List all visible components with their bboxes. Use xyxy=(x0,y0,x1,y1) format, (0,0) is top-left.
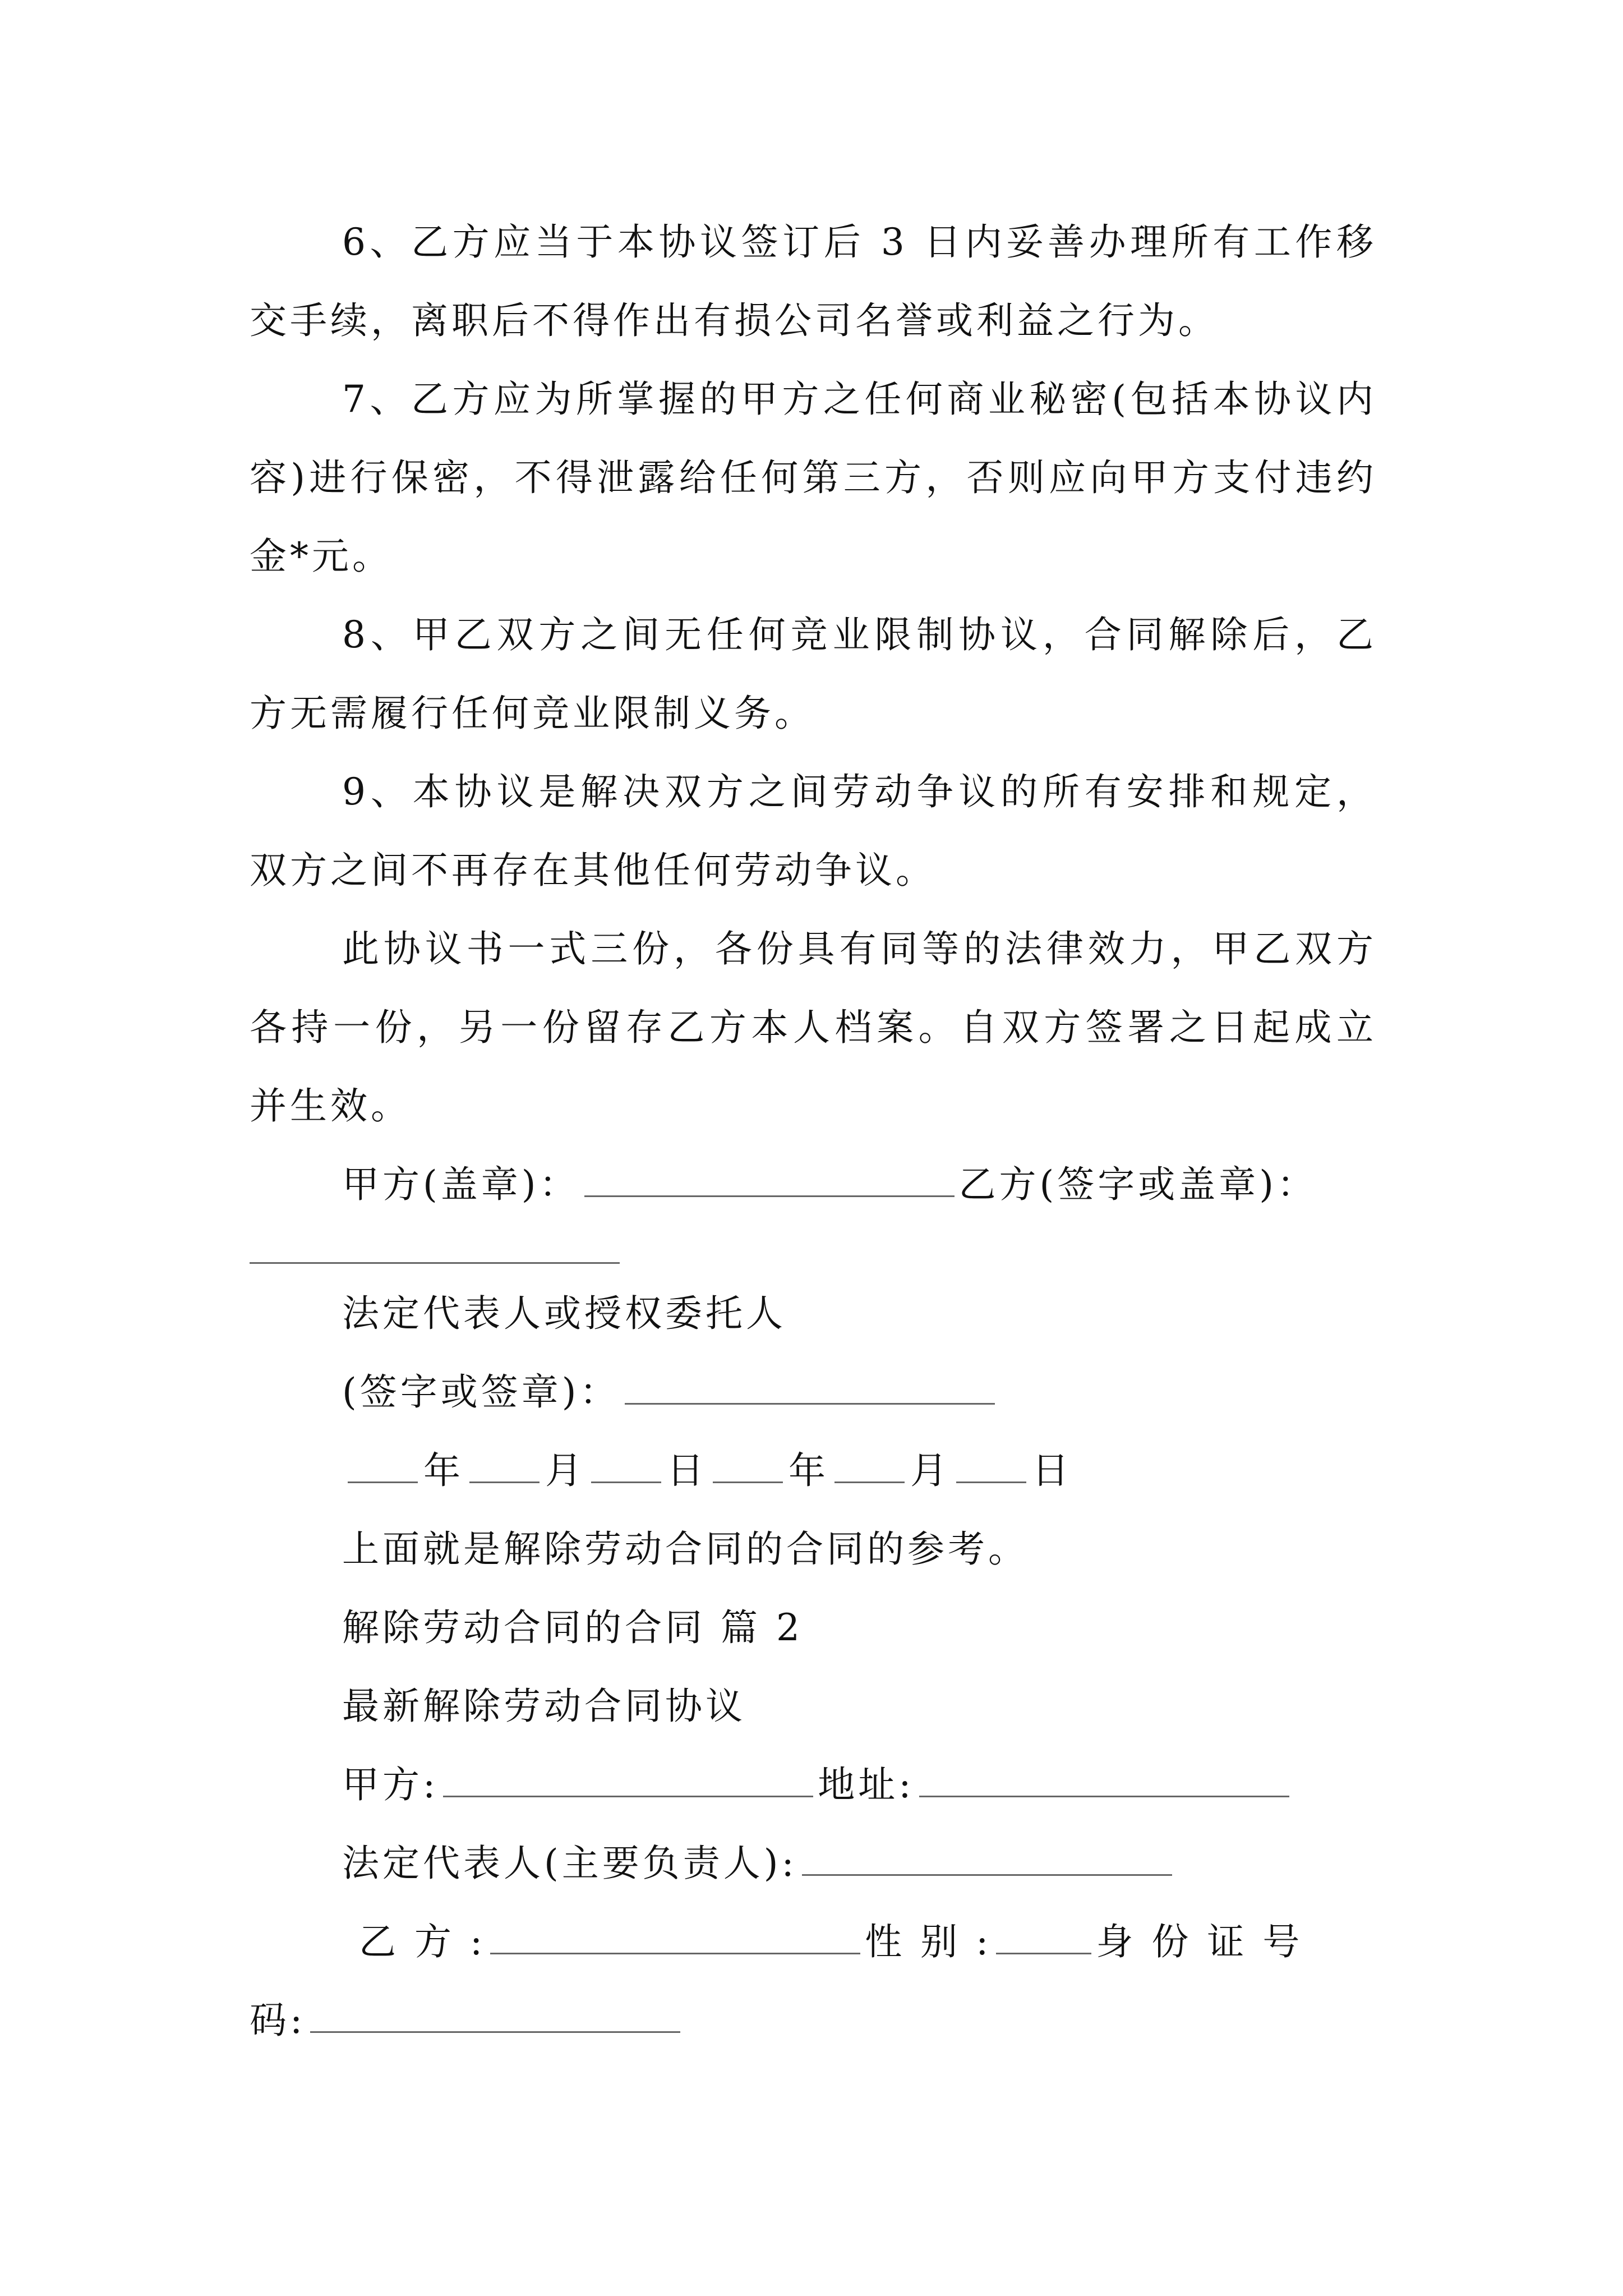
day-blank-a xyxy=(591,1481,661,1483)
legal-rep-blank xyxy=(802,1874,1172,1876)
rep-sign-blank xyxy=(625,1403,995,1405)
month-label-a: 月 xyxy=(545,1449,585,1492)
day-label-a: 日 xyxy=(667,1449,707,1492)
signature-row xyxy=(342,1145,1317,1224)
month-blank-a xyxy=(469,1481,540,1483)
date-row xyxy=(342,1432,1072,1510)
year-label-b: 年 xyxy=(789,1449,829,1492)
rep-sign-label: (签字或签章)： xyxy=(342,1370,620,1414)
address-label: 地址: xyxy=(818,1763,915,1806)
id-suffix-label: 码: xyxy=(250,1999,306,2042)
gender-blank xyxy=(996,1953,1091,1954)
clause-9: 9、本协议是解决双方之间劳动争议的所有安排和规定，双方之间不再存在其他任何劳动争议。 xyxy=(250,770,1377,892)
party-b-label: 乙 方 : xyxy=(359,1920,486,1963)
section-title: 解除劳动合同的合同 篇 2 xyxy=(342,1606,803,1649)
year-label-a: 年 xyxy=(423,1449,464,1492)
month-label-b: 月 xyxy=(910,1449,951,1492)
legal-rep-label: 法定代表人(主要负责人): xyxy=(342,1842,797,1885)
party-b-blank xyxy=(490,1953,860,1954)
party-a-address-row xyxy=(342,1746,1294,1824)
id-label: 身 份 证 号 xyxy=(1096,1920,1303,1963)
party-a-seal-blank xyxy=(584,1195,955,1197)
address-blank xyxy=(919,1796,1289,1797)
party-a-label: 甲方: xyxy=(342,1763,439,1806)
clause-7: 7、乙方应为所掌握的甲方之任何商业秘密(包括本协议内容)进行保密，不得泄露给任何第三方，否则应向甲方支付违约金*元。 xyxy=(250,378,1377,578)
day-blank-b xyxy=(956,1481,1026,1483)
day-label-b: 日 xyxy=(1032,1449,1072,1492)
document-title: 最新解除劳动合同协议 xyxy=(342,1685,746,1728)
summary-line: 上面就是解除劳动合同的合同的参考。 xyxy=(342,1527,1029,1571)
party-b-sign-label: 乙方(签字或盖章)： xyxy=(958,1163,1317,1206)
rep-label: 法定代表人或授权委托人 xyxy=(342,1292,786,1335)
party-a-blank xyxy=(443,1796,813,1797)
party-b-sign-blank xyxy=(250,1262,620,1264)
id-number-blank xyxy=(310,2031,680,2033)
month-blank-b xyxy=(834,1481,905,1483)
rep-sign-row xyxy=(342,1353,999,1432)
clause-8: 8、甲乙双方之间无任何竞业限制协议，合同解除后，乙方无需履行任何竞业限制义务。 xyxy=(250,613,1377,735)
copies-clause: 此协议书一式三份，各份具有同等的法律效力，甲乙双方各持一份，另一份留存乙方本人档案。自双方签署之日起成立并生效。 xyxy=(250,927,1377,1128)
party-b-row xyxy=(359,1903,1303,1981)
legal-rep-row xyxy=(342,1824,1177,1903)
clause-6: 6、乙方应当于本协议签订后 3 日内妥善办理所有工作移交手续，离职后不得作出有损公司名誉或利益之行为。 xyxy=(250,220,1377,342)
year-blank-a xyxy=(348,1481,418,1483)
party-a-seal-label: 甲方(盖章)： xyxy=(342,1163,580,1206)
id-number-row xyxy=(250,1981,685,2060)
gender-label: 性 别 : xyxy=(865,1920,992,1963)
year-blank-b xyxy=(713,1481,783,1483)
